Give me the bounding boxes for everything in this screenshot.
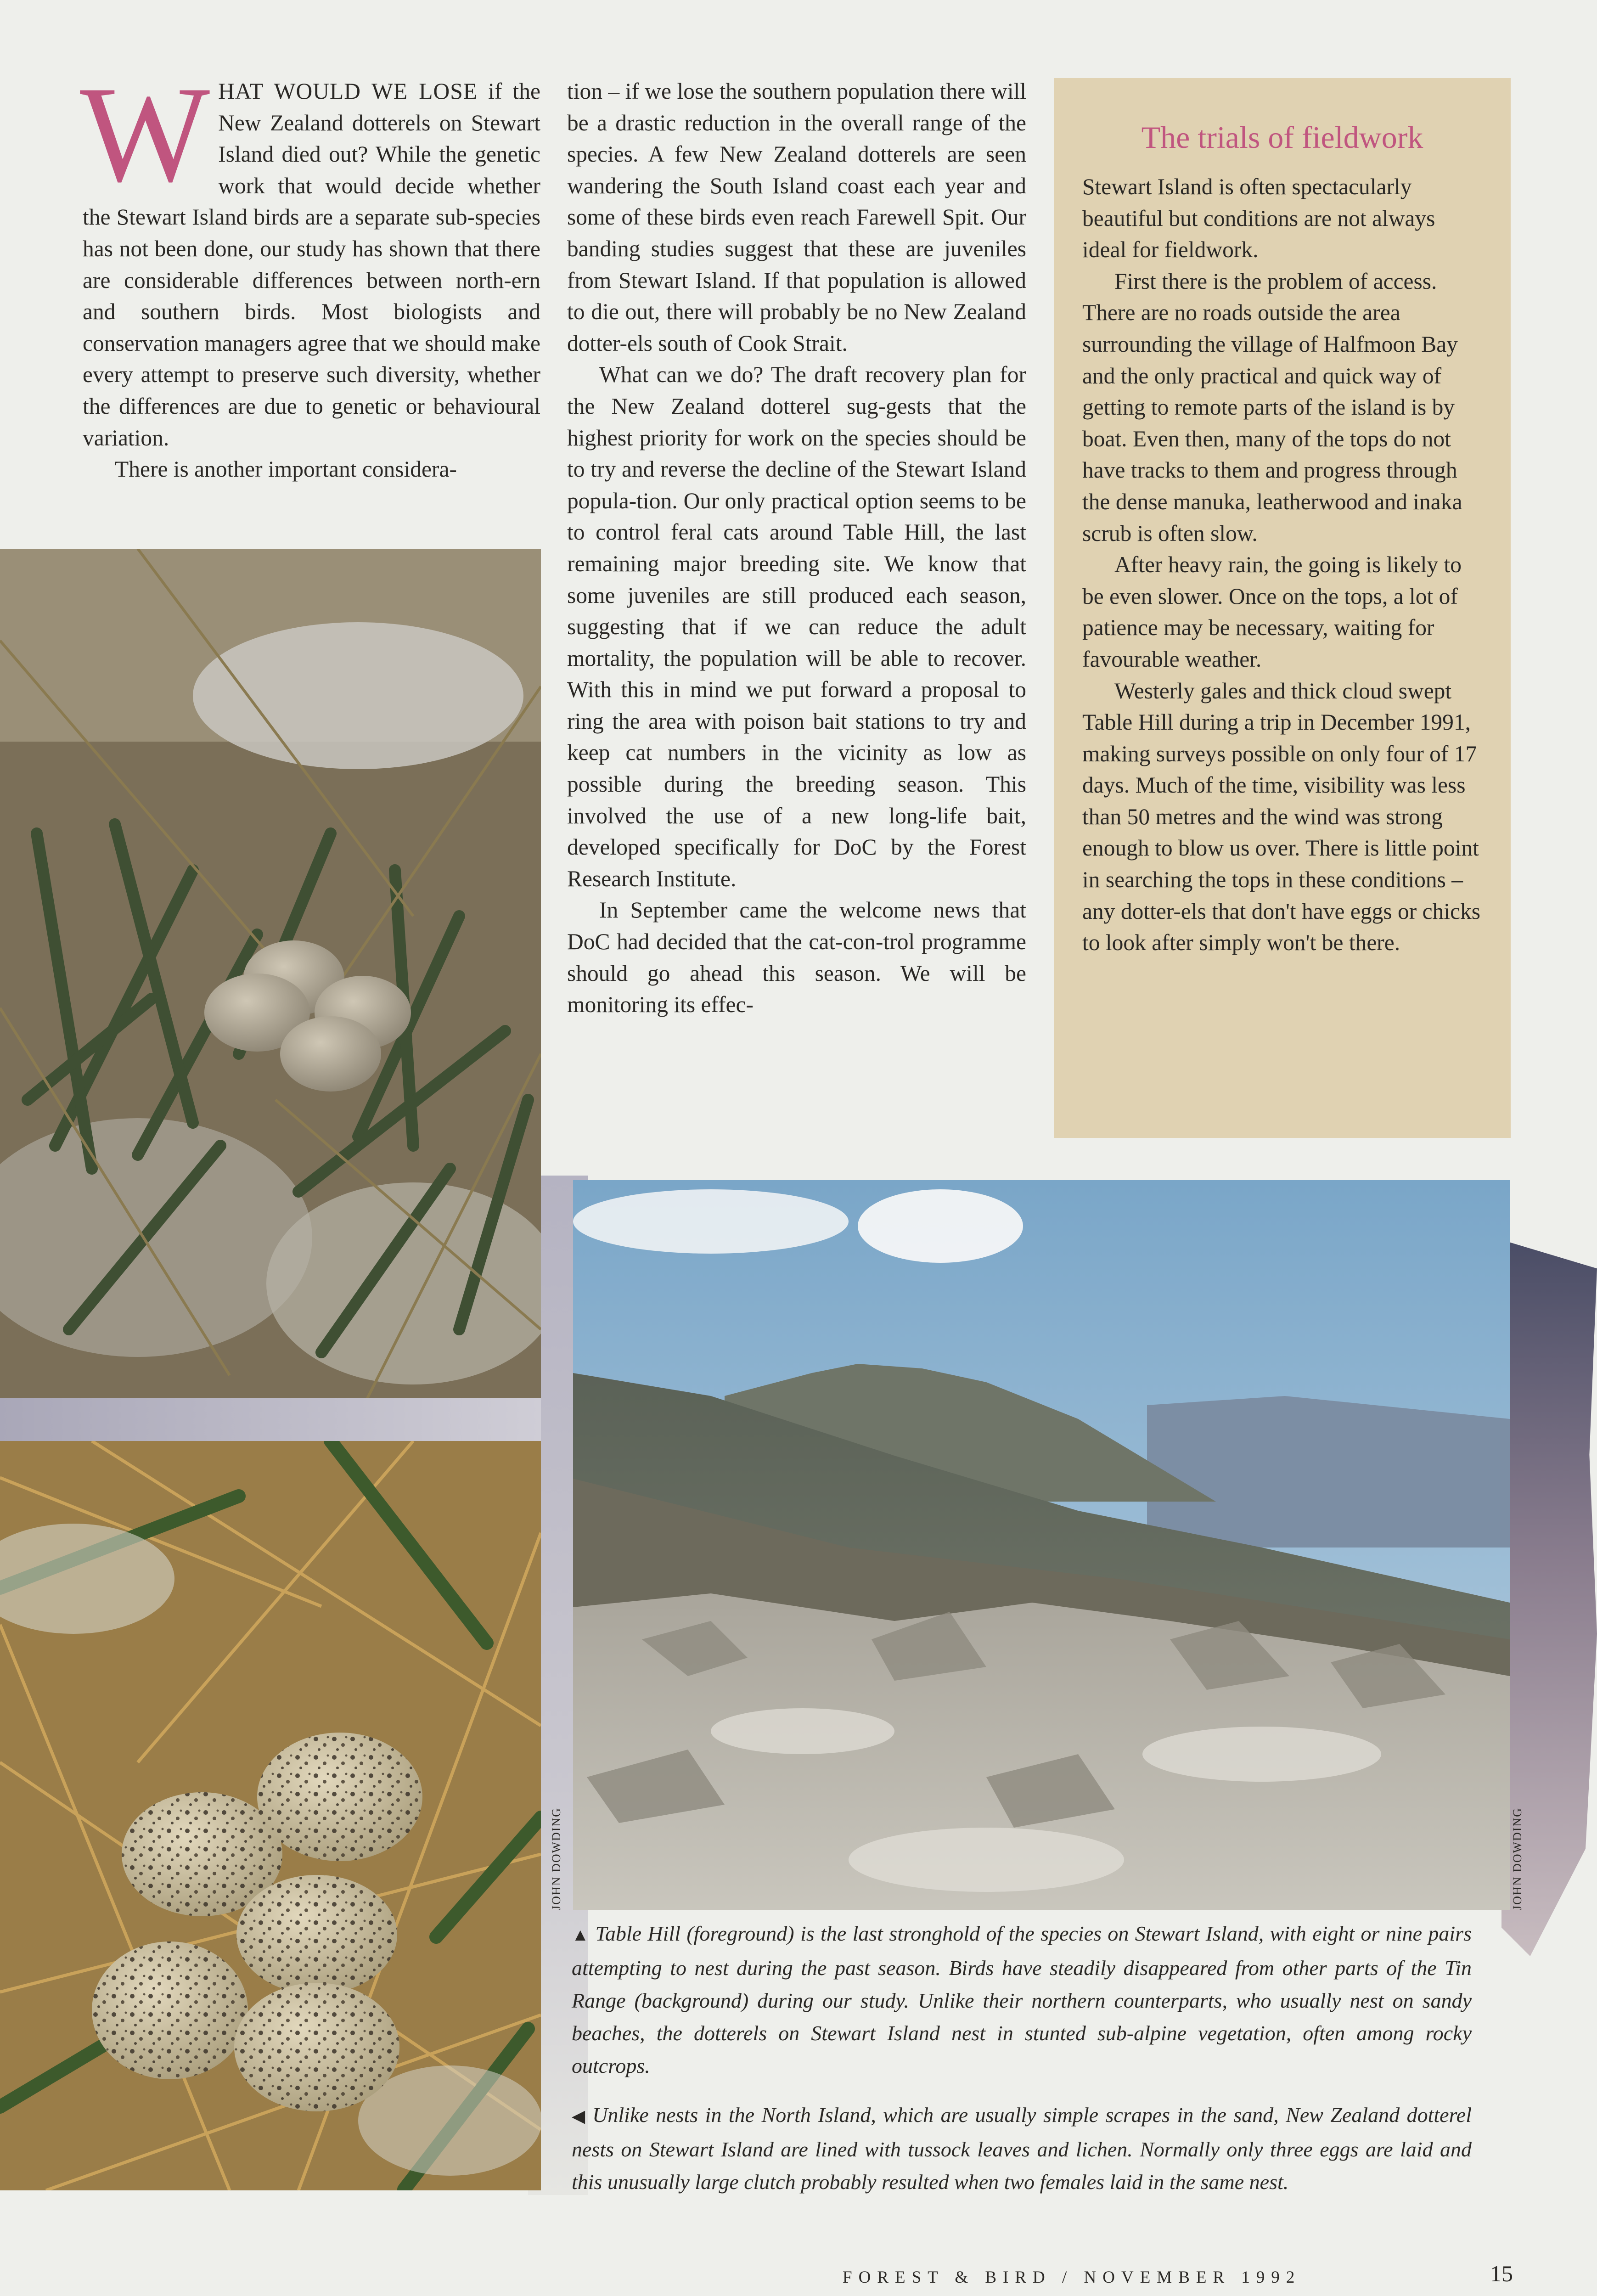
drop-cap: W xyxy=(80,58,210,210)
photo-divider-band xyxy=(0,1398,541,1441)
publication-footer: FOREST & BIRD / NOVEMBER 1992 xyxy=(843,2268,1301,2287)
paragraph-text: if the New Zealand dotterels on Stewart Island died out? While the genetic work that would decide whether the Stewart Island birds are a separate sub-species has not been done, our study has shown that there are considerable differences between north-ern and southern birds. Most biologists and conservation managers agree that we should make every attempt to preserve such diversity, whether the differences are due to genetic or behavioural variation. xyxy=(83,79,541,450)
page-number: 15 xyxy=(1490,2261,1513,2286)
sidebar-paragraph: Stewart Island is often spectacularly beautiful but conditions are not always ideal for fieldwork. xyxy=(1082,174,1435,263)
article-column-1 xyxy=(80,58,541,485)
article-paragraph: In September came the welcome news that DoC had decided that the cat-con-trol programme should go ahead this season. We will be monitoring its effec- xyxy=(567,897,1026,1018)
photo-eggs-closeup xyxy=(0,1441,541,2190)
article-paragraph: There is another important considera- xyxy=(115,456,457,482)
sidebar-box xyxy=(1054,78,1511,1138)
caption-landscape xyxy=(572,1917,1472,2082)
sidebar-paragraph: First there is the problem of access. There are no roads outside the area surrounding the village of Halfmoon Bay and the only practical and quick way of getting to remote parts of the island is by boat. Even then, many of the tops do not have tracks to them and progress through the dense manuka, leatherwood and inaka scrub is often slow. xyxy=(1082,268,1462,546)
article-paragraph: What can we do? The draft recovery plan for the New Zealand dotterel sug-gests that the highest priority for work on the species should be to try and reverse the decline of the Stewart Island popula-tion. Our only practical option seems to be to control feral cats around Table Hill, the last remaining major breeding site. We know that some juveniles are still produced each season, suggesting that if we can reduce the adult mortality, the population will be able to recover. With this in mind we put forward a proposal to ring the area with poison bait stations to try and keep cat numbers in the vicinity as low as possible during the breeding season. This involved the use of a new long-life bait, developed specifically for DoC by the Forest Research Institute. xyxy=(567,362,1026,891)
caption-nest xyxy=(572,2099,1472,2198)
sidebar-title: The trials of fieldwork xyxy=(1141,120,1423,155)
caption-text: Table Hill (foreground) is the last stronghold of the species on Stewart Island, with eight or nine pairs attempting to nest during the past season. Birds have steadily disappeared from other parts of the Tin Range (background) during our study. Unlike their northern counterparts, who usually nest on sandy beaches, the dotterels on Stewart Island nest in stunted sub-alpine vegetation, often among rocky outcrops. xyxy=(572,1922,1472,2077)
photo-table-hill-landscape xyxy=(573,1180,1510,1910)
photo-nest-vegetation xyxy=(0,549,541,1398)
sidebar-paragraph: Westerly gales and thick cloud swept Table Hill during a trip in December 1991, making surveys possible on only four of 17 days. Much of the time, visibility was less than 50 metres and the wind was strong enough to blow us over. There is little point in searching the tops in these conditions – any dotter-els that don't have eggs or chicks to look after simply won't be there. xyxy=(1082,678,1481,956)
article-column-2 xyxy=(567,76,1026,1021)
up-arrow-icon: ▲ xyxy=(572,1925,590,1945)
photo-credit: JOHN DOWDING xyxy=(1511,1807,1524,1910)
left-arrow-icon: ◀ xyxy=(572,2107,587,2126)
caption-text: Unlike nests in the North Island, which are usually simple scrapes in the sand, New Zealand dotterel nests on Stewart Island are lined with tussock leaves and lichen. Normally only three eggs are laid and this unusually large clutch probably resulted when two females laid in the same nest. xyxy=(572,2103,1472,2194)
photo-credit: JOHN DOWDING xyxy=(550,1807,563,1910)
sidebar-paragraph: After heavy rain, the going is likely to be even slower. Once on the tops, a lot of patience may be necessary, waiting for favourable weather. xyxy=(1082,552,1462,672)
sidebar-text xyxy=(1082,171,1482,959)
article-paragraph: tion – if we lose the southern population there will be a drastic reduction in the overall range of the species. A few New Zealand dotterels are seen wandering the South Island coast each year and some of these birds even reach Farewell Spit. Our banding studies suggest that these are juveniles from Stewart Island. If that population is allowed to die out, there will probably be no New Zealand dotter-els south of Cook Strait. xyxy=(567,79,1026,356)
lead-in: HAT WOULD WE LOSE xyxy=(218,79,478,104)
